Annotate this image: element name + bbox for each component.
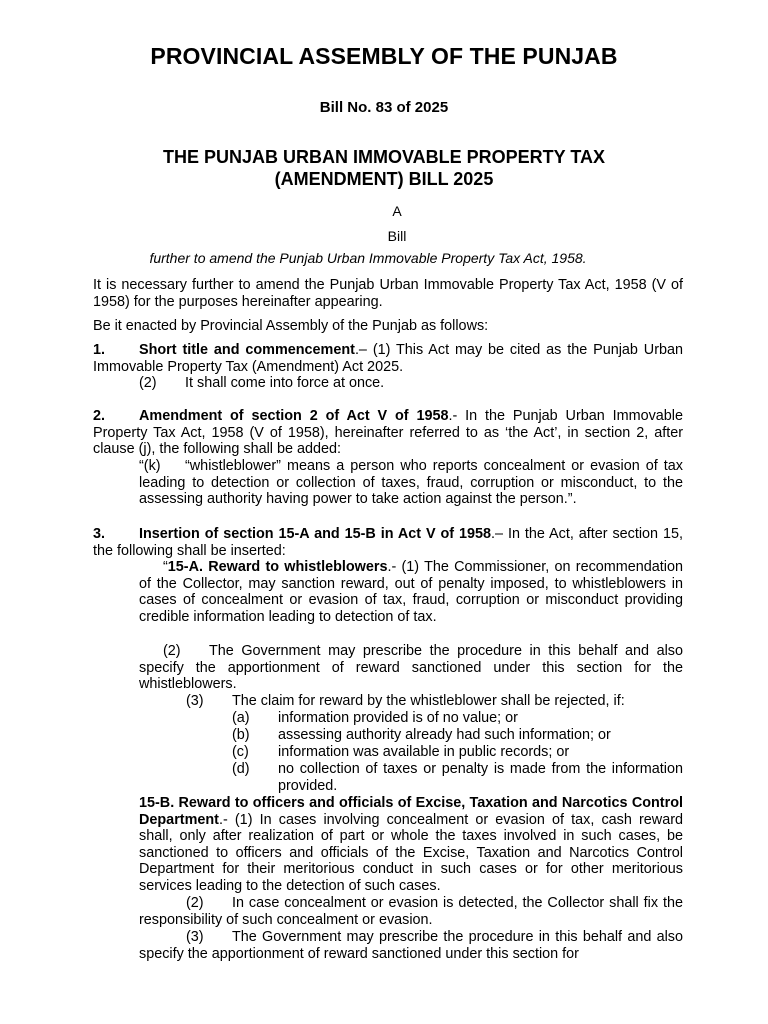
bill-word: Bill — [387, 228, 407, 244]
section-2-text: .- In the Punjab Urban Immovable Property Tax Act, 1958 (V of 1958), hereinafter referred to as ‘the Act’, in section 2, after clause (j), the following shall be added: — [93, 408, 683, 458]
item-number: (c) — [232, 744, 249, 760]
list-item — [232, 761, 683, 794]
sub-text: The Government may prescribe the procedure in this behalf and also specify the apportionment of reward sanctioned under this section for — [139, 929, 683, 962]
section-15a — [139, 559, 683, 625]
section-1-sub-2 — [139, 375, 384, 392]
section-15a-text: .- (1) The Commissioner, on recommendation of the Collector, may sanction reward, out of penalty imposed, to whistleblowers in cases of concealment or evasion of tax, fraud, corruption or misconduct providing credible information leading to detection of tax. — [139, 559, 683, 625]
sub-number: (3) — [186, 929, 204, 945]
enacting-formula: Be it enacted by Provincial Assembly of the Punjab as follows: — [93, 318, 489, 334]
section-2-heading: Amendment of section 2 of Act V of 1958 — [139, 408, 449, 424]
section-15b-text: .- (1) In cases involving concealment or evasion of tax, cash reward shall, only after realization of part or whole the taxes involved in such cases, be sanctioned to officers and officials of the Excise, Taxation and Narcotics Control Department for their meritorious conduct in such cases or for other meritorious services leading to the detection of such cases. — [139, 811, 683, 894]
section-2 — [93, 408, 683, 458]
sub-number: (2) — [139, 375, 157, 391]
item-text: no collection of taxes or penalty is made from the information provided. — [278, 761, 683, 794]
section-1-number: 1. — [93, 342, 106, 358]
bill-title — [0, 146, 768, 190]
item-number: (a) — [232, 710, 250, 726]
section-1-text: .– (1) This Act may be cited as the Punjab Urban Immovable Property Tax (Amendment) Act 2025. — [93, 342, 683, 375]
preamble-paragraph: It is necessary further to amend the Punjab Urban Immovable Property Tax Act, 1958 (V of 1958) for the purposes hereinafter appearing. — [93, 277, 683, 310]
list-item — [232, 727, 611, 744]
bill-subtitle: further to amend the Punjab Urban Immovable Property Tax Act, 1958. — [149, 250, 587, 266]
section-3 — [93, 526, 683, 559]
section-15b-heading: 15-B. Reward to officers and officials of Excise, Taxation and Narcotics Control Department — [139, 795, 683, 828]
section-3-heading: Insertion of section 15-A and 15-B in Act V of 1958 — [139, 526, 492, 542]
section-2-number: 2. — [93, 408, 106, 424]
section-15a-sub-3 — [186, 693, 625, 710]
section-15a-sub-2 — [139, 643, 683, 693]
sub-number: (2) — [163, 643, 181, 659]
section-1 — [93, 342, 683, 375]
item-text: information provided is of no value; or — [278, 710, 518, 726]
section-3-number: 3. — [93, 526, 106, 542]
item-text: information was available in public records; or — [278, 744, 570, 760]
article-a: A — [392, 203, 402, 219]
bill-title-text: THE PUNJAB URBAN IMMOVABLE PROPERTY TAX (AMENDMENT) BILL 2025 — [162, 147, 606, 189]
clause-k — [139, 458, 683, 508]
assembly-heading: PROVINCIAL ASSEMBLY OF THE PUNJAB — [150, 43, 618, 69]
sub-number: (2) — [186, 895, 204, 911]
item-text: assessing authority already had such information; or — [278, 727, 611, 743]
section-15b-sub-3 — [139, 929, 683, 962]
item-number: (b) — [232, 727, 250, 743]
list-item — [232, 744, 569, 761]
section-3-text: .– In the Act, after section 15, the following shall be inserted: — [93, 526, 683, 559]
sub-number: (3) — [186, 693, 204, 709]
section-15a-heading: 15-A. Reward to whistleblowers — [167, 559, 388, 575]
open-quote: “ — [163, 559, 168, 575]
bill-number: Bill No. 83 of 2025 — [319, 99, 449, 116]
clause-k-number: “(k) — [139, 458, 161, 474]
section-15b-sub-2 — [139, 895, 683, 928]
clause-k-text: “whistleblower” means a person who reports concealment or evasion of tax leading to detection or collection of taxes, fraud, corruption or misconduct, to the assessing authority having power to take action against the person.”. — [139, 458, 683, 508]
sub-text: It shall come into force at once. — [185, 375, 385, 391]
sub-text: The claim for reward by the whistleblower shall be rejected, if: — [232, 693, 625, 709]
sub-text: In case concealment or evasion is detected, the Collector shall fix the responsibility of such concealment or evasion. — [139, 895, 683, 928]
list-item — [232, 710, 518, 727]
sub-text: The Government may prescribe the procedure in this behalf and also specify the apportionment of reward sanctioned under this section for the whistleblowers. — [139, 643, 683, 693]
section-1-heading: Short title and commencement — [139, 342, 355, 358]
item-number: (d) — [232, 761, 250, 777]
section-15b — [139, 795, 683, 895]
